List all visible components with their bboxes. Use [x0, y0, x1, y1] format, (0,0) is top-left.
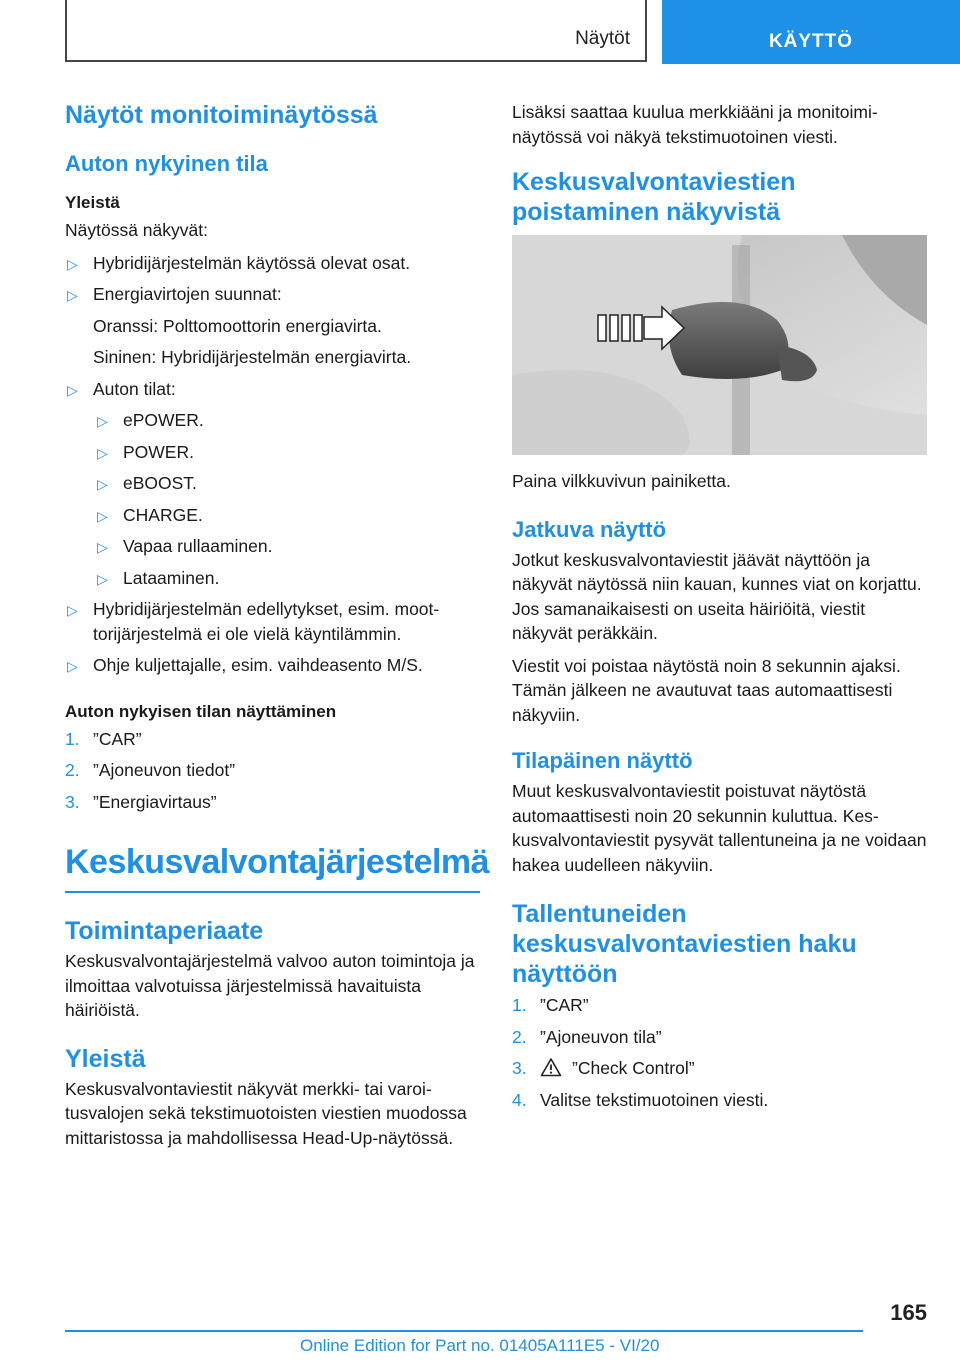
heading-continuous-display: Jatkuva näyttö — [512, 516, 667, 542]
step-item: 2. ”Ajoneuvon tila” — [512, 1026, 662, 1047]
heading-principle: Toimintaperiaate — [65, 917, 264, 945]
general-text: Keskusvalvontaviestit näkyvät merkki- tai varoitusvalojen sekä tekstimuotoisten viestien muodossa mittaristossa ja mahdollisessa Head-Up-näytössä. — [65, 1078, 467, 1148]
bullet-triangle-icon: ▷ — [67, 602, 78, 618]
heading-displays: Näytöt monitoiminäytössä — [65, 101, 378, 129]
bullet-triangle-icon: ▷ — [97, 413, 108, 429]
bullet-triangle-icon: ▷ — [97, 507, 108, 524]
header-section-title: Näytöt — [575, 28, 630, 49]
list-item: ▷ Hybridijärjestelmän edellytykset, esim. moottorijärjestelmä ei ole vielä käyntilämmin. — [67, 599, 440, 644]
page-number: 165 — [890, 1300, 927, 1325]
step-item: 4. Valitse tekstimuotoinen viesti. — [512, 1089, 769, 1110]
state-item: ▷ POWER. — [65, 440, 480, 465]
principle-text: Keskusvalvontajärjestelmä valvoo auton toimintoja ja ilmoittaa valvotuissa järjestelmissä havaituista häiriöistä. — [65, 951, 475, 1020]
footer-edition: Online Edition for Part no. 01405A111E5 - VI/20 — [300, 1336, 660, 1355]
list-item: ▷ Ohje kuljettajalle, esim. vaihdeasento M/S. — [65, 653, 480, 678]
show-status-steps — [65, 727, 480, 815]
photo-caption: Paina vilkkuvivun painiketta. — [512, 471, 731, 491]
energy-line-orange: Oranssi: Polttomoottorin energiavirta. — [93, 315, 382, 336]
bullet-triangle-icon: ▷ — [97, 570, 108, 587]
heading-show-status: Auton nykyisen tilan näyttäminen — [65, 701, 337, 721]
left-column — [65, 100, 490, 1158]
list-item: ▷ Hybridijärjestelmän käytössä olevat osat. — [65, 251, 480, 276]
warning-triangle-icon — [540, 1057, 562, 1077]
title-rule — [65, 891, 480, 893]
header-chapter-tab: KÄYTTÖ — [662, 0, 960, 64]
bullet-triangle-icon: ▷ — [97, 444, 108, 461]
right-column — [512, 100, 927, 1119]
heading-temporary-display: Tilapäinen näyttö — [512, 748, 693, 773]
energy-line-blue: Sininen: Hybridijärjestelmän energiavirta. — [93, 347, 412, 367]
state-item: ▷ CHARGE. — [65, 503, 480, 528]
bullet-triangle-icon: ▷ — [67, 255, 78, 272]
bullet-triangle-icon: ▷ — [67, 287, 78, 303]
step-item: 3. ”Energiavirtaus” — [65, 791, 217, 812]
status-list — [65, 251, 480, 678]
continuous-text-2: Viestit voi poistaa näytöstä noin 8 sekunnin ajaksi. Tämän jälkeen ne avautuvat taas automaattisesti näkyviin. — [512, 655, 901, 725]
heading-general: Yleistä — [65, 193, 120, 212]
heading-general-2: Yleistä — [65, 1044, 146, 1073]
chapter-title: Keskusvalvontajärjestelmä — [65, 843, 490, 881]
bullet-triangle-icon: ▷ — [97, 476, 108, 492]
intro-text: Näytössä näkyvät: — [65, 220, 208, 240]
footer-rule — [65, 1330, 863, 1332]
bullet-triangle-icon: ▷ — [97, 539, 108, 555]
bullet-triangle-icon: ▷ — [67, 381, 78, 398]
heading-current-status: Auton nykyinen tila — [65, 151, 268, 176]
temporary-text: Muut keskusvalvontaviestit poistuvat näytöstä automaattisesti noin 20 sekunnin kuluttua. Keskusvalvontaviestit pysyvät tallentuneina ja ne voidaan hakea uudelleen näkyviin. — [512, 781, 927, 875]
list-item: ▷ Energiavirtojen suunnat: — [65, 282, 480, 307]
state-item: ▷ Lataaminen. — [65, 566, 480, 591]
step-item: 1. ”CAR” — [512, 995, 589, 1015]
bullet-triangle-icon: ▷ — [67, 658, 78, 674]
state-item: ▷ Vapaa rullaaminen. — [65, 534, 480, 559]
step-item: 3. ”Check Control” — [512, 1058, 695, 1078]
step-item: 1. ”CAR” — [65, 728, 142, 749]
state-item: ▷ ePOWER. — [65, 408, 480, 433]
header-box — [65, 0, 647, 62]
heading-remove-messages: Keskusvalvontaviestien poistaminen näkyvistä — [512, 168, 796, 226]
state-item: ▷ eBOOST. — [65, 471, 480, 496]
intro-text-right: Lisäksi saattaa kuulua merkkiääni ja monitoiminäytössä voi näkyä tekstimuotoinen viesti. — [512, 102, 878, 147]
heading-saved-messages: Tallentuneiden keskusvalvontaviestien haku näyttöön — [512, 900, 857, 988]
saved-messages-steps — [512, 993, 927, 1112]
list-item: ▷ Auton tilat: — [65, 377, 480, 402]
turn-signal-lever-photo — [512, 235, 927, 455]
step-item: 2. ”Ajoneuvon tiedot” — [65, 760, 236, 780]
continuous-text-1: Jotkut keskusvalvontaviestit jäävät näyttöön ja näkyvät näytössä niin kauan, kunnes viat on korjattu. Jos samanaikaisesti on useita häiriöitä, viestit näkyvät peräkkäin. — [512, 549, 922, 643]
